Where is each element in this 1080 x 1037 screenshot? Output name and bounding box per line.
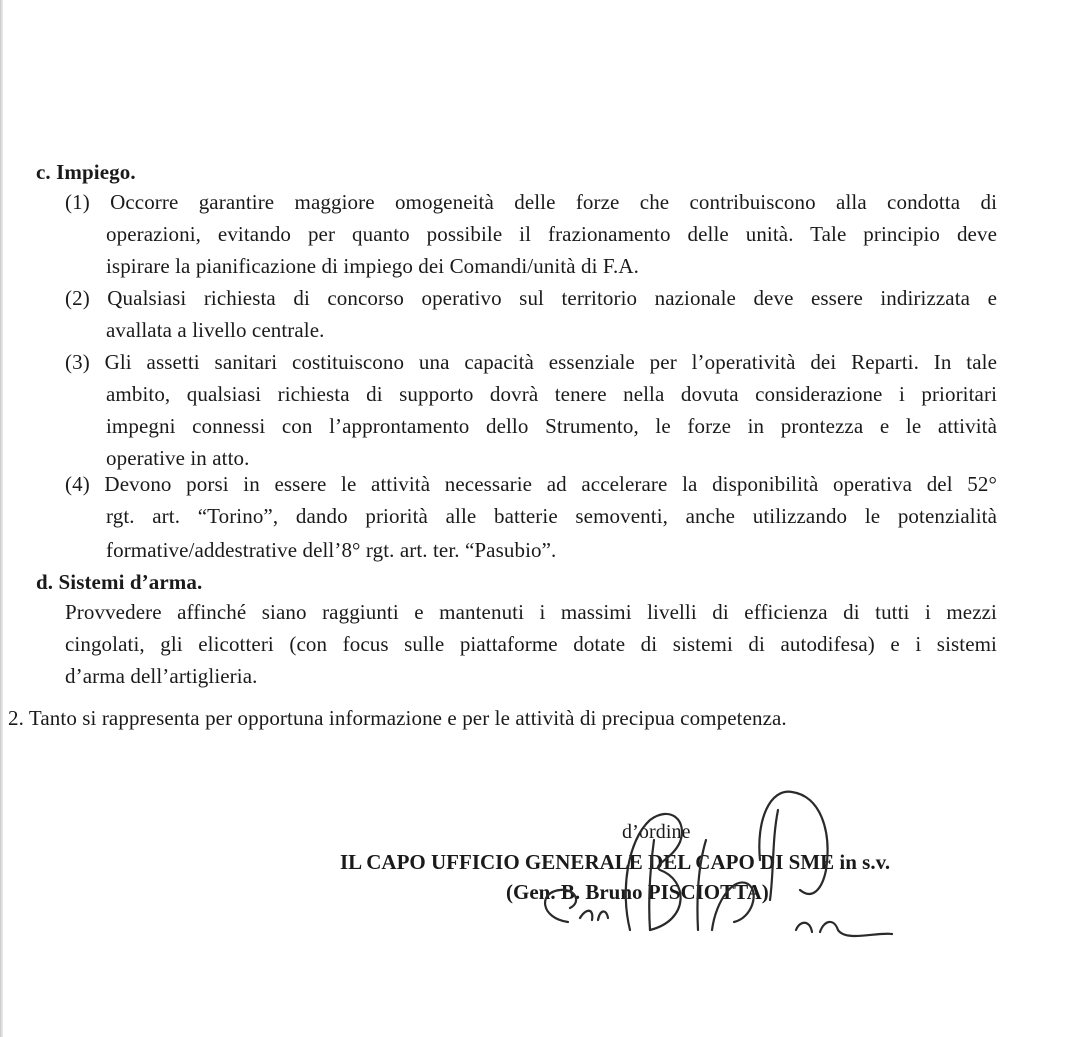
signatory-name: (Gen. B. Bruno PISCIOTTA) — [506, 880, 769, 904]
item-4-line-3: formative/addestrative dell’8° rgt. art. ter. “Pasubio”. — [106, 538, 557, 562]
item-3-line-1: (3) Gli assetti sanitari costituiscono una capacità essenziale per l’operatività dei Reparti. In tale — [65, 350, 997, 374]
office-title: IL CAPO UFFICIO GENERALE DEL CAPO DI SME in s.v. — [340, 850, 891, 874]
section-d-line-1: Provvedere affinché siano raggiunti e mantenuti i massimi livelli di efficienza di tutti i mezzi — [65, 600, 997, 624]
item-2-line-1: (2) Qualsiasi richiesta di concorso operativo sul territorio nazionale deve essere indirizzata e — [65, 286, 997, 310]
item-1-line-1: (1) Occorre garantire maggiore omogeneità delle forze che contribuiscono alla condotta di — [65, 190, 997, 214]
item-2-line-2: avallata a livello centrale. — [106, 318, 325, 342]
section-d-line-2: cingolati, gli elicotteri (con focus sulle piattaforme dotate di sistemi di autodifesa) e i sistemi — [65, 632, 997, 656]
item-1-line-3: ispirare la pianificazione di impiego dei Comandi/unità di F.A. — [106, 254, 639, 278]
handwritten-signature — [520, 780, 900, 950]
dordine-label: d’ordine — [622, 821, 691, 843]
section-d-heading: d. Sistemi d’arma. — [36, 570, 203, 594]
section-c-heading: c. Impiego. — [36, 160, 136, 184]
item-3-line-4: operative in atto. — [106, 446, 250, 470]
item-3-line-3: impegni connessi con l’approntamento dello Strumento, le forze in prontezza e le attività — [106, 414, 997, 438]
closing-paragraph: 2. Tanto si rappresenta per opportuna informazione e per le attività di precipua competenza. — [8, 706, 787, 730]
item-3-line-2: ambito, qualsiasi richiesta di supporto dovrà tenere nella dovuta considerazione i prioritari — [106, 382, 997, 406]
item-1-line-2: operazioni, evitando per quanto possibile il frazionamento delle unità. Tale principio deve — [106, 222, 997, 246]
item-4-line-2: rgt. art. “Torino”, dando priorità alle batterie semoventi, anche utilizzando le potenzialità — [106, 504, 997, 528]
item-4-line-1: (4) Devono porsi in essere le attività necessarie ad accelerare la disponibilità operativa del 52° — [65, 472, 997, 496]
section-d-line-3: d’arma dell’artiglieria. — [65, 664, 258, 688]
